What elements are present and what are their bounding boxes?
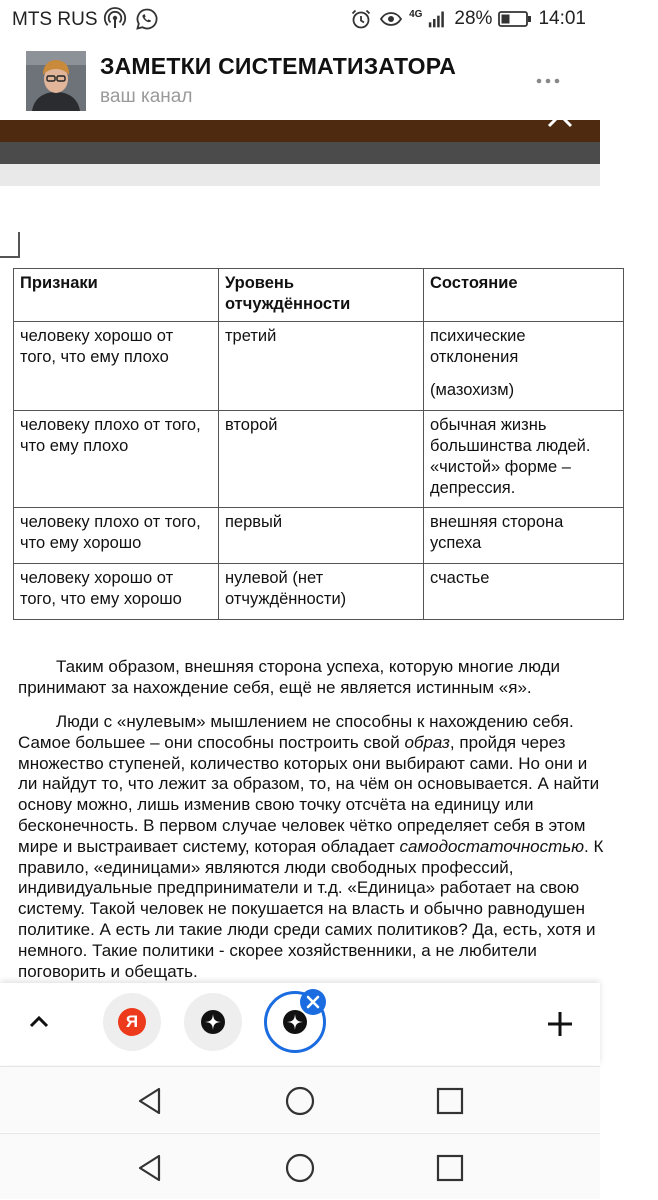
table-cell: обычная жизнь большинства людей. «чистой» форме – депрессия. [424,411,624,508]
channel-header [0,40,600,120]
table-header-cell: Уровень отчуждённости [219,269,424,322]
home-icon[interactable] [284,1152,316,1184]
close-icon[interactable] [546,108,574,128]
text-line: основу можно, лишь изменив свою точку отсчёта на единицу или [18,795,534,815]
table-header-row [14,269,624,322]
text-line: индивидуальные предприниматели и т.д. «Единица» работает на свою [18,878,580,898]
status-bar [0,0,600,40]
text-line: Таким образом, внешняя сторона успеха, которую многие люди [56,657,560,676]
emphasis-text: образ [404,732,450,752]
table-cell: внешняя сторона успеха [424,508,624,564]
table-cell: первый [219,508,424,564]
table-row [14,322,624,411]
alarm-icon [349,7,373,31]
text-line: ли найдут то, что лежит за образом, то, на чём он основывается. А найти [18,774,600,794]
table-cell: счастье [424,564,624,620]
text-line: множество ступеней, количество которых они выбирают сами. Но они и [18,753,588,773]
table-cell-text: психические отклонения [430,327,526,366]
text-line: систему. Такой человек не покушается на власть и обычно равнодушен [18,899,585,919]
text-line: мире и выстраивает систему, которая обладает самодостаточностью. К [18,836,604,856]
table-row [14,411,624,508]
clock: 14:01 [538,8,586,29]
carrier-label: MTS RUS [12,9,98,30]
table-cell: человеку хорошо от того, что ему хорошо [14,564,219,620]
table-row [14,508,624,564]
tab-yandex[interactable] [103,993,161,1051]
back-icon[interactable] [134,1085,166,1117]
new-tab-icon[interactable] [546,1010,574,1038]
avatar-photo-icon [26,51,86,111]
home-icon[interactable] [284,1085,316,1117]
image-strip-bottom [0,164,600,186]
table-cell [424,322,624,411]
text-line: принимают за нахождение себя, ещё не является истинным «я». [18,677,532,697]
battery-icon [498,7,532,31]
text-line: поговорить и обещать. [18,961,198,981]
signal-icon [428,7,448,31]
table-cell: нулевой (нет отчуждённости) [219,564,424,620]
system-nav-bar [0,1066,600,1132]
alienation-table [13,268,624,620]
yandex-logo-icon: Я [118,1008,146,1036]
table-cell: человеку плохо от того, что ему хорошо [14,508,219,564]
table-cell-text: (мазохизм) [430,381,515,399]
table-cell: третий [219,322,424,411]
more-options-icon[interactable] [536,78,560,84]
table-header-cell: Состояние [424,269,624,322]
text-line: Люди с «нулевым» мышлением не способны к нахождению себя. [56,712,574,731]
tab-zen[interactable] [184,993,242,1051]
table-row [14,564,624,620]
recent-apps-icon[interactable] [434,1152,466,1184]
battery-percent: 28% [454,8,493,29]
document-corner-mark [0,232,20,258]
chevron-up-icon[interactable] [28,1013,50,1029]
channel-title[interactable]: ЗАМЕТКИ СИСТЕМАТИЗАТОРА [100,53,457,79]
text-line: политике. А есть ли такие люди среди самих политиков? Да, есть, хотя и [18,919,596,939]
hotspot-icon [103,7,127,31]
table-cell: второй [219,411,424,508]
browser-tab-bar [0,983,600,1065]
table-cell: человеку плохо от того, что ему плохо [14,411,219,508]
paragraph [18,712,658,982]
close-icon [300,989,326,1015]
image-strip-top [0,120,600,142]
text-line: Самое большее – они способны построить свой образ, пройдя через [18,732,566,752]
table-cell: человеку хорошо от того, что ему плохо [14,322,219,411]
network-type: 4G [409,9,423,20]
channel-subtitle: ваш канал [100,86,193,107]
table-header-cell: Признаки [14,269,219,322]
back-icon[interactable] [134,1152,166,1184]
close-tab-button[interactable] [300,989,326,1015]
whatsapp-icon [135,7,159,31]
paragraph [18,657,658,699]
text-line: правило, «единицами» являются люди свободных профессий, [18,857,514,877]
text-line: бесконечность. В первом случае человек чётко определяет себя в этом [18,815,586,835]
eye-comfort-icon [379,7,403,31]
zen-logo-icon [201,1010,225,1034]
recent-apps-icon[interactable] [434,1085,466,1117]
image-strip-middle [0,142,600,164]
emphasis-text: самодостаточностью [399,836,585,856]
text-line: немного. Такие политики - скорее хозяйственники, а не любители [18,940,537,960]
system-nav-bar [0,1133,600,1199]
avatar[interactable] [26,51,86,111]
